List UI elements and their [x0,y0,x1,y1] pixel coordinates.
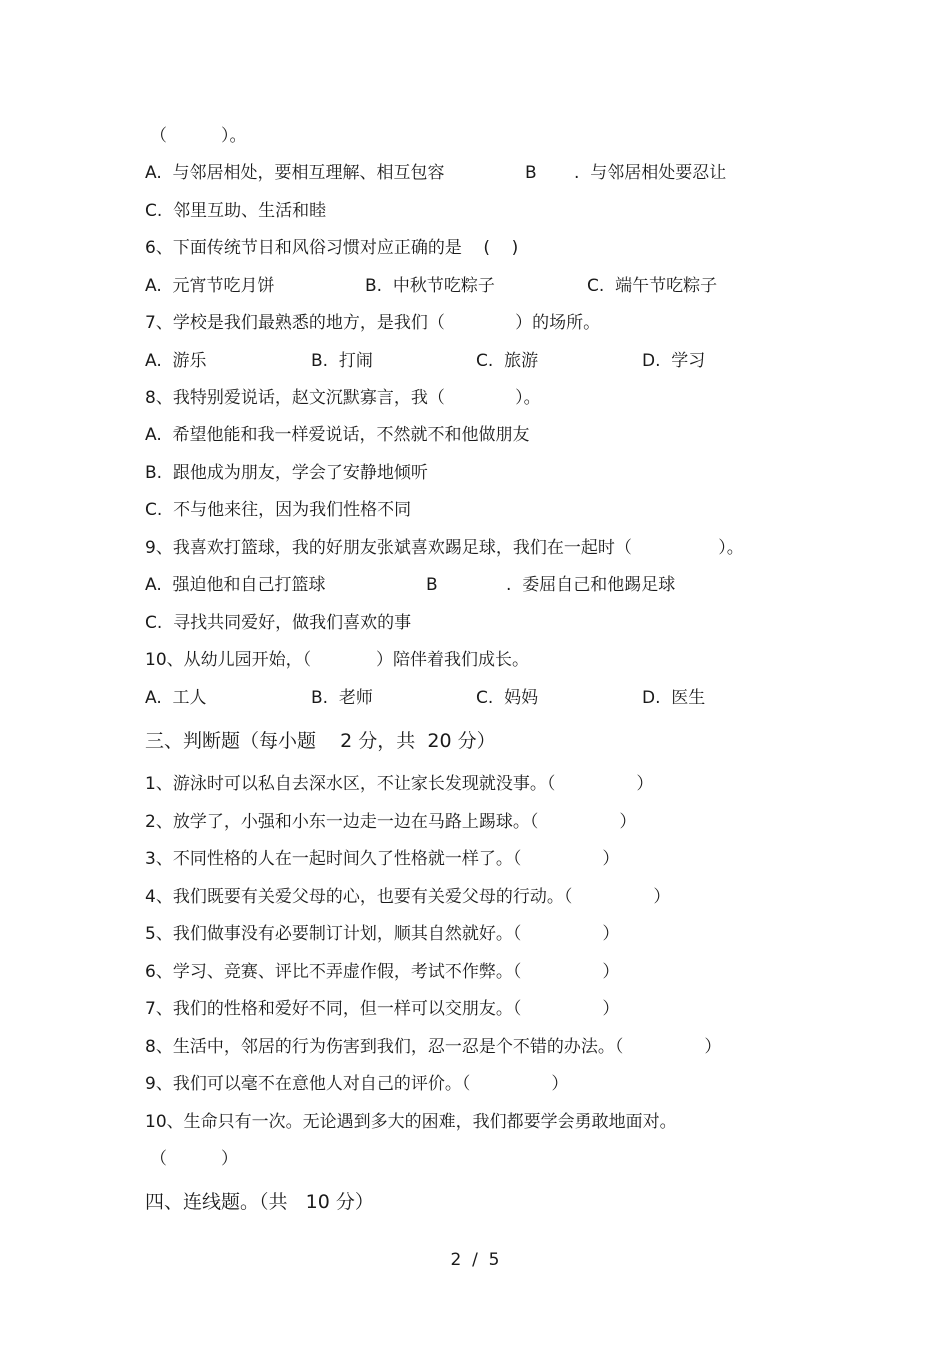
q6-option-b: B. 中秋节吃粽子 [365,276,495,296]
q8-option-c: C. 不与他来往，因为我们性格不同 [145,500,412,520]
judgement-4: 4、我们既要有关爱父母的心，也要有关爱父母的行动。（ ） [145,887,671,907]
option-blank: （ ）。 [150,126,247,146]
q9-option-c: C. 寻找共同爱好，做我们喜欢的事 [145,613,412,633]
q10-option-a: A. 工人 [145,688,207,708]
q10-option-d: D. 医生 [642,688,706,708]
q7-option-c: C. 旅游 [476,351,539,371]
judgement-7: 7、我们的性格和爱好不同，但一样可以交朋友。（ ） [145,999,620,1019]
section-3-heading: 三、判断题（每小题 2 分，共 20 分） [145,730,496,752]
question-10: 10、从幼儿园开始，（ ）陪伴着我们成长。 [145,650,529,670]
q6-option-c: C. 端午节吃粽子 [587,276,718,296]
question-9: 9、我喜欢打篮球，我的好朋友张斌喜欢踢足球，我们在一起时（ ）。 [145,538,744,558]
q7-option-a: A. 游乐 [145,351,207,371]
q9-option-b-text: . 委屈自己和他踢足球 [506,575,676,595]
question-7: 7、学校是我们最熟悉的地方，是我们（ ）的场所。 [145,313,601,333]
question-6: 6、下面传统节日和风俗习惯对应正确的是 ( ) [145,238,519,258]
q5-option-b-letter: B [525,163,537,183]
q10-option-c: C. 妈妈 [476,688,539,708]
q5-option-a: A. 与邻居相处，要相互理解、相互包容 [145,163,445,183]
page-number: 2 / 5 [450,1250,500,1270]
judgement-5: 5、我们做事没有必要制订计划，顺其自然就好。（ ） [145,924,620,944]
judgement-9: 9、我们可以毫不在意他人对自己的评价。（ ） [145,1074,569,1094]
q6-option-a: A. 元宵节吃月饼 [145,276,275,296]
judgement-2: 2、放学了，小强和小东一边走一边在马路上踢球。（ ） [145,812,637,832]
judgement-10-blank: （ ） [150,1149,239,1169]
q8-option-b: B. 跟他成为朋友，学会了安静地倾听 [145,463,428,483]
question-8: 8、我特别爱说话，赵文沉默寡言，我（ ）。 [145,388,541,408]
q7-option-d: D. 学习 [642,351,706,371]
judgement-3: 3、不同性格的人在一起时间久了性格就一样了。（ ） [145,849,620,869]
judgement-1: 1、游泳时可以私自去深水区，不让家长发现就没事。（ ） [145,774,654,794]
q5-option-c: C. 邻里互助、生活和睦 [145,201,327,221]
judgement-8: 8、生活中，邻居的行为伤害到我们，忍一忍是个不错的办法。（ ） [145,1037,722,1057]
q9-option-a: A. 强迫他和自己打篮球 [145,575,326,595]
q9-option-b-letter: B [426,575,438,595]
section-4-heading: 四、连线题。（共 10 分） [145,1191,374,1213]
q5-option-b-text: . 与邻居相处要忍让 [574,163,727,183]
q7-option-b: B. 打闹 [311,351,373,371]
q8-option-a: A. 希望他能和我一样爱说话，不然就不和他做朋友 [145,425,530,445]
judgement-10: 10、生命只有一次。无论遇到多大的困难，我们都要学会勇敢地面对。 [145,1112,677,1132]
judgement-6: 6、学习、竞赛、评比不弄虚作假，考试不作弊。（ ） [145,962,620,982]
q10-option-b: B. 老师 [311,688,373,708]
